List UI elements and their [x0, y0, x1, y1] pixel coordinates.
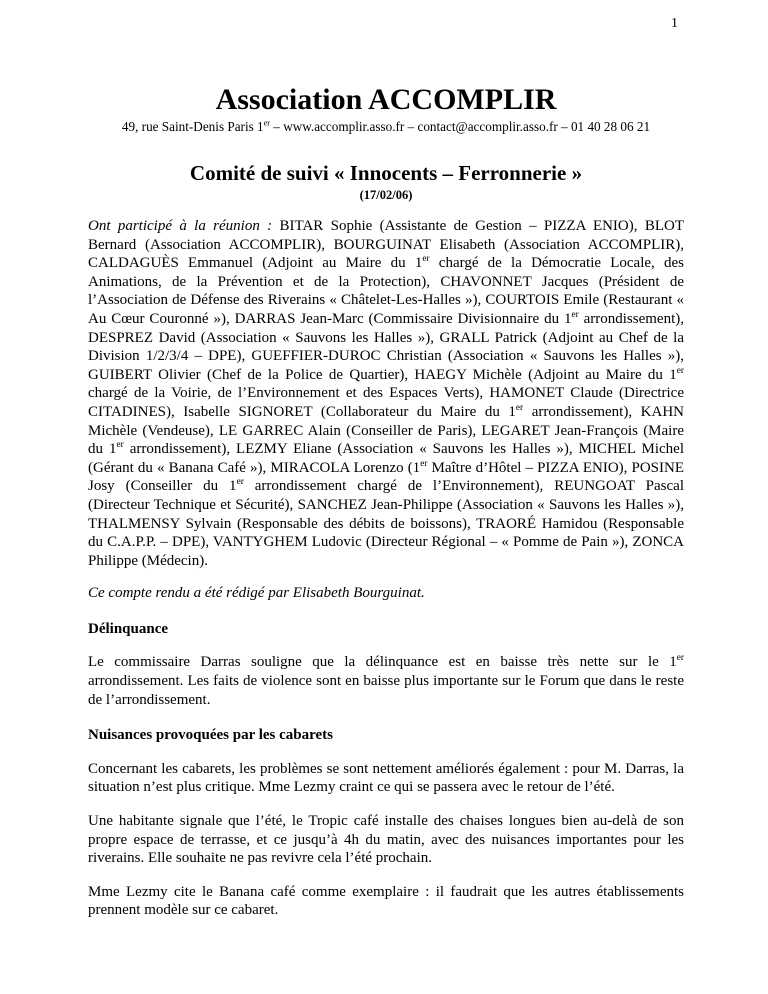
delinquance-paragraph	[88, 653, 684, 709]
address-part2: – www.accomplir.asso.fr – contact@accomplir.asso.fr – 01 40 28 06 21	[270, 119, 651, 134]
ordinal-superscript: er	[571, 309, 579, 320]
meeting-date: (17/02/06)	[359, 188, 413, 202]
participants-text-2: chargé de la Démocratie Locale, des Animations, de la Prévention et de la Protection), CHAVONNET Jacques (Président de l’Association de Défense des Riverains « Châtelet-Les-Halles »), COURTOIS Emile (Restaurant « Au Cœur Couronné »), DARRAS Jean-Marc (Commissaire Divisionnaire du 1	[88, 255, 684, 327]
cabarets-paragraph-3: Mme Lezmy cite le Banana café comme exemplaire : il faudrait que les autres établissements prennent modèle sur ce cabaret.	[88, 883, 684, 919]
author-note: Ce compte rendu a été rédigé par Elisabeth Bourguinat.	[88, 585, 425, 602]
ordinal-superscript: er	[422, 254, 430, 265]
ordinal-superscript: er	[676, 653, 684, 664]
participants-lead: Ont participé à la réunion :	[88, 218, 273, 234]
section-heading-delinquance: Délinquance	[88, 620, 169, 637]
ordinal-superscript: er	[236, 477, 244, 488]
page-number: 1	[671, 16, 678, 31]
ordinal-superscript: er	[676, 365, 684, 376]
cabarets-paragraph-1: Concernant les cabarets, les problèmes se sont nettement améliorés également : pour M. Darras, la situation n’est plus critique. Mme Lezmy craint ce qui se passera avec le retour de l’été.	[88, 760, 684, 796]
delinquance-text-a: Le commissaire Darras souligne que la délinquance est en baisse très nette sur le 1	[88, 654, 677, 671]
organization-title: Association ACCOMPLIR	[215, 83, 557, 116]
participants-text-5: arrondissement), KAHN Michèle (Vendeuse), LE GARREC Alain (Conseiller de Paris), LEGARET Jean-François (Maire du 1	[88, 403, 684, 458]
participants-text-7: Maître d’Hôtel – PIZZA ENIO), POSINE Josy (Conseiller du 1	[88, 459, 684, 495]
meeting-title: Comité de suivi « Innocents – Ferronnerie »	[189, 161, 583, 185]
participants-text-6: arrondissement), LEZMY Eliane (Association « Sauvons les Halles »), MICHEL Michel (Gérant du « Banana Café »), MIRACOLA Lorenzo (1	[88, 441, 685, 476]
ordinal-superscript: er	[116, 440, 124, 451]
participants-text-4: chargé de la Voirie, de l’Environnement et des Espaces Verts), HAMONET Claude (Directrice CITADINES), Isabelle SIGNORET (Collaborateur du Maire du 1	[88, 385, 684, 420]
participants-text-3: arrondissement), DESPREZ David (Association « Sauvons les Halles »), GRALL Patrick (Adjoint au Chef de la Division 1/2/3/4 – DPE), GUEFFIER-DUROC Christian (Association « Sauvons les Halles »), GUIBERT Olivier (Chef de la Police de Quartier), HAEGY Michèle (Adjoint au Maire du 1	[88, 310, 684, 383]
participants-text-1: BITAR Sophie (Assistante de Gestion – PIZZA ENIO), BLOT Bernard (Association ACCOMPLIR), BOURGUINAT Elisabeth (Association ACCOMPLIR), CALDAGUÈS Emmanuel (Adjoint au Maire du 1	[88, 218, 685, 272]
organization-address	[88, 119, 684, 135]
delinquance-text-b: arrondissement. Les faits de violence sont en baisse plus importante sur le Forum que dans le reste de l’arrondissement.	[88, 673, 684, 708]
participants-text-8: arrondissement chargé de l’Environnement), REUNGOAT Pascal (Directeur Technique et Sécurité), SANCHEZ Jean-Philippe (Association « Sauvons les Halles »), THALMENSY Sylvain (Responsable des débits de boissons), TRAORÉ Hamidou (Responsable du C.A.P.P. – DPE), VANTYGHEM Ludovic (Directeur Régional – « Pomme de Pain »), ZONCA Philippe (Médecin).	[88, 478, 685, 569]
document-page	[88, 0, 684, 920]
address-part1: 49, rue Saint-Denis Paris 1	[121, 119, 264, 134]
address-superscript: er	[263, 118, 270, 128]
participants-paragraph	[88, 217, 684, 570]
section-heading-cabarets: Nuisances provoquées par les cabarets	[88, 727, 334, 744]
cabarets-paragraph-2: Une habitante signale que l’été, le Tropic café installe des chaises longues bien au-delà de son propre espace de terrasse, et ce jusqu’à 4h du matin, avec des nuisances importantes pour les riverains. Elle souhaite ne pas revivre cela l’été prochain.	[88, 813, 684, 867]
ordinal-superscript: er	[515, 402, 524, 413]
ordinal-superscript: er	[420, 458, 428, 469]
